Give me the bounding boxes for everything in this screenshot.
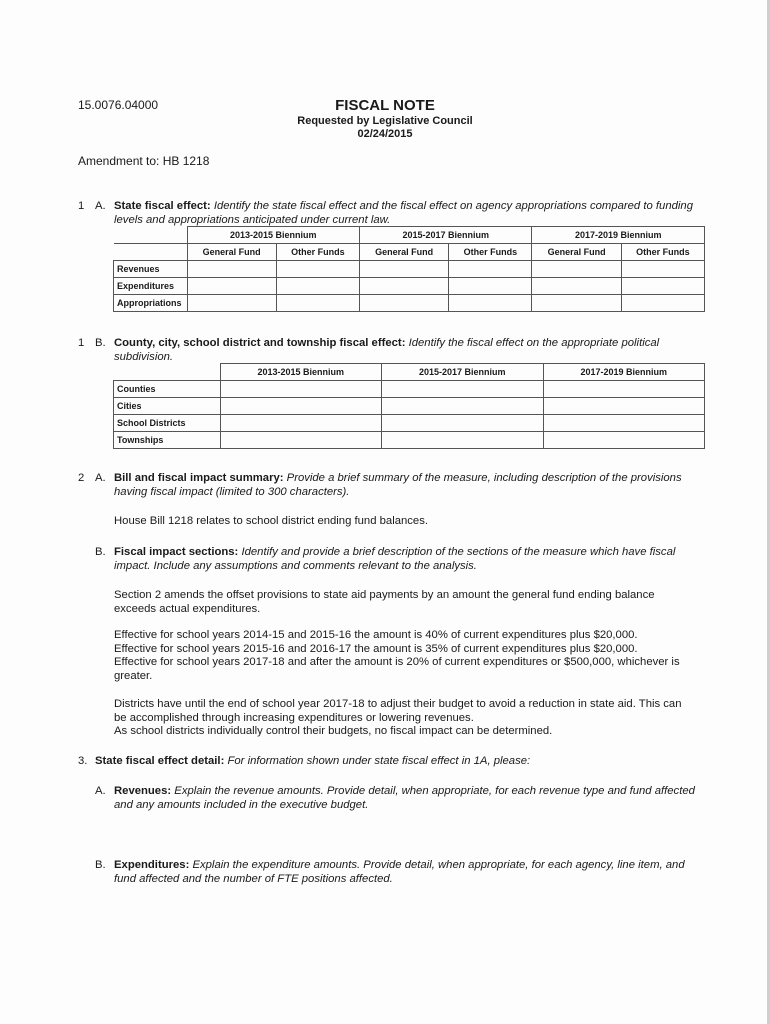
row-label: Counties — [114, 381, 221, 398]
section-number: 2 — [78, 472, 85, 484]
biennium-header: 2013-2015 Biennium — [220, 364, 382, 381]
fund-subheader: Other Funds — [449, 244, 532, 261]
date: 02/24/2015 — [357, 128, 413, 140]
section-text — [114, 858, 704, 886]
section-instructions: Identify and provide a brief description of the sections of the measure which have fiscal impact. Include any assumptions and comments relevant to the analysis. — [114, 546, 676, 572]
row-label: Expenditures — [114, 278, 188, 295]
section-label: Fiscal impact sections: — [114, 546, 239, 558]
section-label: State fiscal effect: — [114, 200, 211, 212]
paragraph-line: Effective for school years 2015-16 and 2016-17 the amount is 35% of current expenditures plus $20,000. — [114, 642, 638, 655]
row-label: Cities — [114, 398, 221, 415]
paragraph — [114, 629, 694, 683]
table-row — [114, 415, 705, 432]
section-text — [114, 336, 694, 364]
table-row — [114, 278, 705, 295]
section-instructions: Identify the fiscal effect on the appropriate political subdivision. — [114, 337, 660, 363]
section-label: State fiscal effect detail: — [95, 755, 225, 767]
section-label: Bill and fiscal impact summary: — [114, 472, 284, 484]
section-number: 1 — [78, 337, 85, 349]
paragraph — [114, 698, 694, 739]
table-row — [114, 432, 705, 449]
biennium-header: 2017-2019 Biennium — [543, 364, 705, 381]
paragraph-line: As school districts individually control their budgets, no fiscal impact can be determined. — [114, 725, 553, 737]
political-subdivision-table — [113, 363, 705, 449]
row-label: Townships — [114, 432, 221, 449]
fund-subheader: Other Funds — [276, 244, 359, 261]
amendment-line: Amendment to: HB 1218 — [78, 154, 210, 168]
section-number: 3. — [78, 755, 88, 767]
section-instructions: Explain the expenditure amounts. Provide detail, when appropriate, for each agency, line item, and fund affected and the number of FTE positions affected. — [114, 859, 685, 885]
section-letter: A. — [95, 472, 106, 484]
table-row — [114, 381, 705, 398]
summary-answer: House Bill 1218 relates to school district ending fund balances. — [114, 515, 428, 527]
table-row — [114, 295, 705, 312]
row-label: School Districts — [114, 415, 221, 432]
section-text — [114, 784, 704, 812]
page-title: FISCAL NOTE — [335, 97, 435, 114]
fund-subheader: General Fund — [359, 244, 448, 261]
section-text — [114, 471, 704, 499]
paragraph-line: Effective for school years 2014-15 and 2015-16 the amount is 40% of current expenditures plus $20,000. — [114, 629, 638, 641]
biennium-header: 2013-2015 Biennium — [187, 227, 359, 244]
row-label: Appropriations — [114, 295, 188, 312]
state-fiscal-table — [113, 226, 705, 312]
section-label: Revenues: — [114, 785, 172, 797]
table-row — [114, 261, 705, 278]
section-letter: A. — [95, 200, 106, 212]
section-text — [95, 754, 695, 768]
fund-subheader: Other Funds — [621, 244, 704, 261]
fund-subheader: General Fund — [187, 244, 276, 261]
section-letter: B. — [95, 546, 106, 558]
section-instructions: Provide a brief summary of the measure, including description of the provisions having fiscal impact (limited to 300 characters). — [114, 472, 682, 498]
section-text — [114, 199, 710, 227]
requested-by: Requested by Legislative Council — [297, 115, 473, 127]
section-letter: B. — [95, 859, 106, 871]
biennium-header: 2015-2017 Biennium — [359, 227, 531, 244]
section-letter: A. — [95, 785, 106, 797]
section-letter: B. — [95, 337, 106, 349]
paragraph: Section 2 amends the offset provisions to state aid payments by an amount the general fund ending balance exceeds actual expenditures. — [114, 589, 655, 615]
biennium-header: 2017-2019 Biennium — [532, 227, 705, 244]
fund-subheader: General Fund — [532, 244, 621, 261]
section-text — [114, 545, 704, 573]
section-instructions: Explain the revenue amounts. Provide detail, when appropriate, for each revenue type and fund affected and any amounts included in the executive budget. — [114, 785, 695, 811]
section-label: Expenditures: — [114, 859, 190, 871]
section-number: 1 — [78, 200, 85, 212]
table-row — [114, 398, 705, 415]
section-label: County, city, school district and township fiscal effect: — [114, 337, 406, 349]
section-instructions: Identify the state fiscal effect and the fiscal effect on agency appropriations compared to funding levels and appropriations anticipated under current law. — [114, 200, 693, 226]
row-label: Revenues — [114, 261, 188, 278]
document-number: 15.0076.04000 — [78, 98, 159, 112]
title-block — [0, 97, 770, 140]
paragraph-line: Districts have until the end of school year 2017-18 to adjust their budget to avoid a reduction in state aid. This can be accomplished through increasing expenditures or lowering revenues. — [114, 698, 682, 724]
paragraph-line: Effective for school years 2017-18 and after the amount is 20% of current expenditures or $500,000, whichever is greater. — [114, 656, 680, 682]
section-instructions: For information shown under state fiscal effect in 1A, please: — [227, 755, 531, 767]
biennium-header: 2015-2017 Biennium — [382, 364, 544, 381]
